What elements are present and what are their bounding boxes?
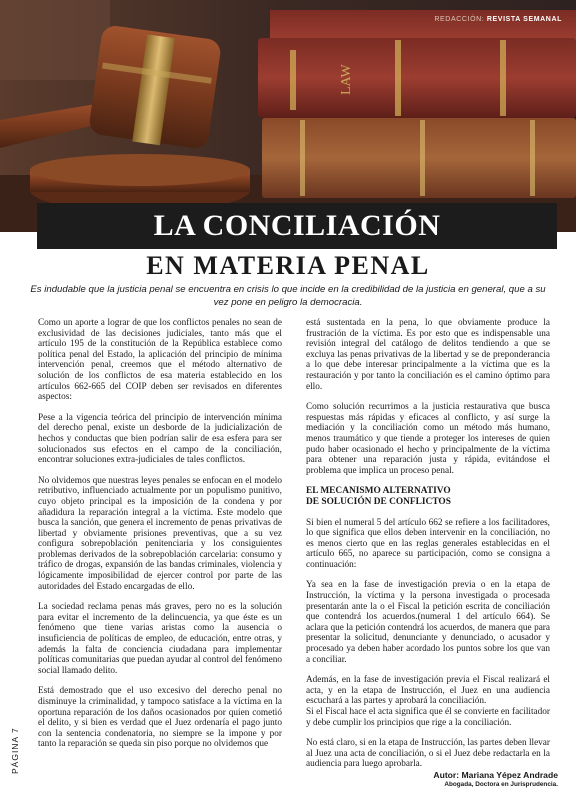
paragraph: Además, en la fase de investigación previa el Fiscal realizará el acta, y en la etapa de Instrucción, el Juez en una audiencia escuchará a las partes y aprobará la conciliación. Si el Fiscal hace el acta significa que él se convierte en facilitador y debe cumplir los principios que rige a la conciliación. (306, 675, 550, 728)
book-spine-label: LAW (339, 64, 354, 95)
section-heading (306, 486, 550, 507)
section-heading-line1: EL MECANISMO ALTERNATIVO (306, 486, 451, 497)
source-name: REVISTA SEMANAL (486, 16, 562, 23)
paragraph: está sustentada en la pena, lo que obviamente produce la frustración de la víctima. Es por esto que es indispensable una revisión integral del catálogo de delitos tendiendo a que se excluya las penas privativas de la libertad y se de preponderancia a lo que debe interesar principalmente a la víctima que es la restauración y por tanto la conciliación es el camino óptimo para ello. (306, 318, 550, 392)
gavel-and-books-illustration (0, 0, 576, 232)
page-number: PÁGINA 7 (10, 727, 20, 774)
page-title-line2: EN MATERIA PENAL (146, 251, 430, 280)
source-label (434, 16, 562, 23)
paragraph: Ya sea en la fase de investigación previa o en la etapa de Instrucción, la víctima y la persona investigada o procesada presentarán ante la o el Fiscal la petición escrita de conciliación que contendrá los acuerdos.(numeral 1 del artículo 664). Se aclara que la petición contendrá los acuerdos, de manera que para presentar la solicitud, denunciante y denunciado, o acusador y procesado ya deben haber acordado los puntos sobre los que van a conciliar. (306, 580, 550, 665)
hero-image (0, 0, 576, 232)
right-column (306, 318, 550, 780)
paragraph: Si bien el numeral 5 del artículo 662 se refiere a los facilitadores, lo que significa que ellos deben intervenir en la conciliación, no es menos cierto que en las reglas generales establecidas en el artículo 665, no aparece su participación, como se consigna a continuación: (306, 517, 550, 570)
left-column (38, 318, 282, 760)
author-credentials: Abogada, Doctora en Jurisprudencia. (444, 781, 558, 788)
paragraph: No está claro, si en la etapa de Instrucción, las partes deben llevar al Juez una acta de conciliación, o si el Juez debe redactarla en la audiencia para luego aprobarla. (306, 738, 550, 770)
paragraph: Como solución recurrimos a la justicia restaurativa que busca respuestas más rápidas y eficaces al conflicto, y así surge la mediación y la conciliación como un método más humano, menos traumático y que tiende a proteger los intereses de quien pudo haber ocasionado el hecho y principalmente de la víctima para obtener una reparación justa y rápida, evitándose el problema que implica un proceso penal. (306, 402, 550, 476)
paragraph: La sociedad reclama penas más graves, pero no es la solución para evitar el incremento de la delincuencia, ya que éste es un fenómeno que tiene varias aristas como la ausencia o insuficiencia de políticas de empleo, de educación, entre otras, y además la falta de conciencia ciudadana para implementar políticas comunitarias que puedan ayudar al control del fenómeno social llamado delito. (38, 602, 283, 676)
article-lead: Es indudable que la justicia penal se encuentra en crisis lo que incide en la credibilidad de la justicia en general, que a su vez pone en peligro la democracia. (30, 284, 546, 308)
paragraph: Pese a la vigencia teórica del principio de intervención mínima del derecho penal, existe un desborde de la judicialización de hechos y conductas que bien podrían salir de esa esfera para ser solucionados sus efectos en el campo de la conciliación, encontrar soluciones extra-judiciales de tales conflictos. (38, 412, 282, 466)
paragraph: Está demostrado que el uso excesivo del derecho penal no disminuye la criminalidad, y tampoco satisface a la víctima en la oportuna reparación de los daños ocasionados por quien cometió el delito, y si bien es verdad que el Juez ordenaría el pago junto con la sentencia condenatoria, no siempre se la impone y por tanto la reparación se queda sin piso porque no olvidemos que (38, 686, 282, 750)
paragraph: Como un aporte a lograr de que los conflictos penales no sean de exclusividad de las decisiones judiciales, tanto más que el artículo 195 de la constitución de la República establece como política penal del Estado, la aplicación del principio de mínima intervención penal, creemos que el método alternativo de solución de los conflictos de esa materia establecido en los artículos 662-665 del COIP deben ser revisados en diferentes aspectos: (38, 318, 282, 403)
page-title: LA CONCILIACIÓN (153, 209, 441, 242)
section-heading-line2: DE SOLUCIÓN DE CONFLICTOS (306, 496, 451, 507)
source-prefix: REDACCIÓN: (434, 16, 485, 23)
author-name: Autor: Mariana Yépez Andrade (433, 770, 558, 780)
paragraph: No olvidemos que nuestras leyes penales se enfocan en el modelo retributivo, influenciado actualmente por un populismo punitivo, cuyo objeto principal es la imposición de la condena y por añadidura la reparación integral a la víctima. Este modelo que busca la sanción, que genera el incremento de penas privativas de libertad y obviamente prisiones preventivas, que a su vez configura sobrepoblación penitenciaria y los consiguientes problemas derivados de la sobrepoblación carcelaria: consumo y tráfico de drogas, expansión de las bandas criminales, violencia y lógicamente imposibilidad de ejercer control por parte de las autoridades del Estado encargadas de ello. (38, 475, 282, 592)
